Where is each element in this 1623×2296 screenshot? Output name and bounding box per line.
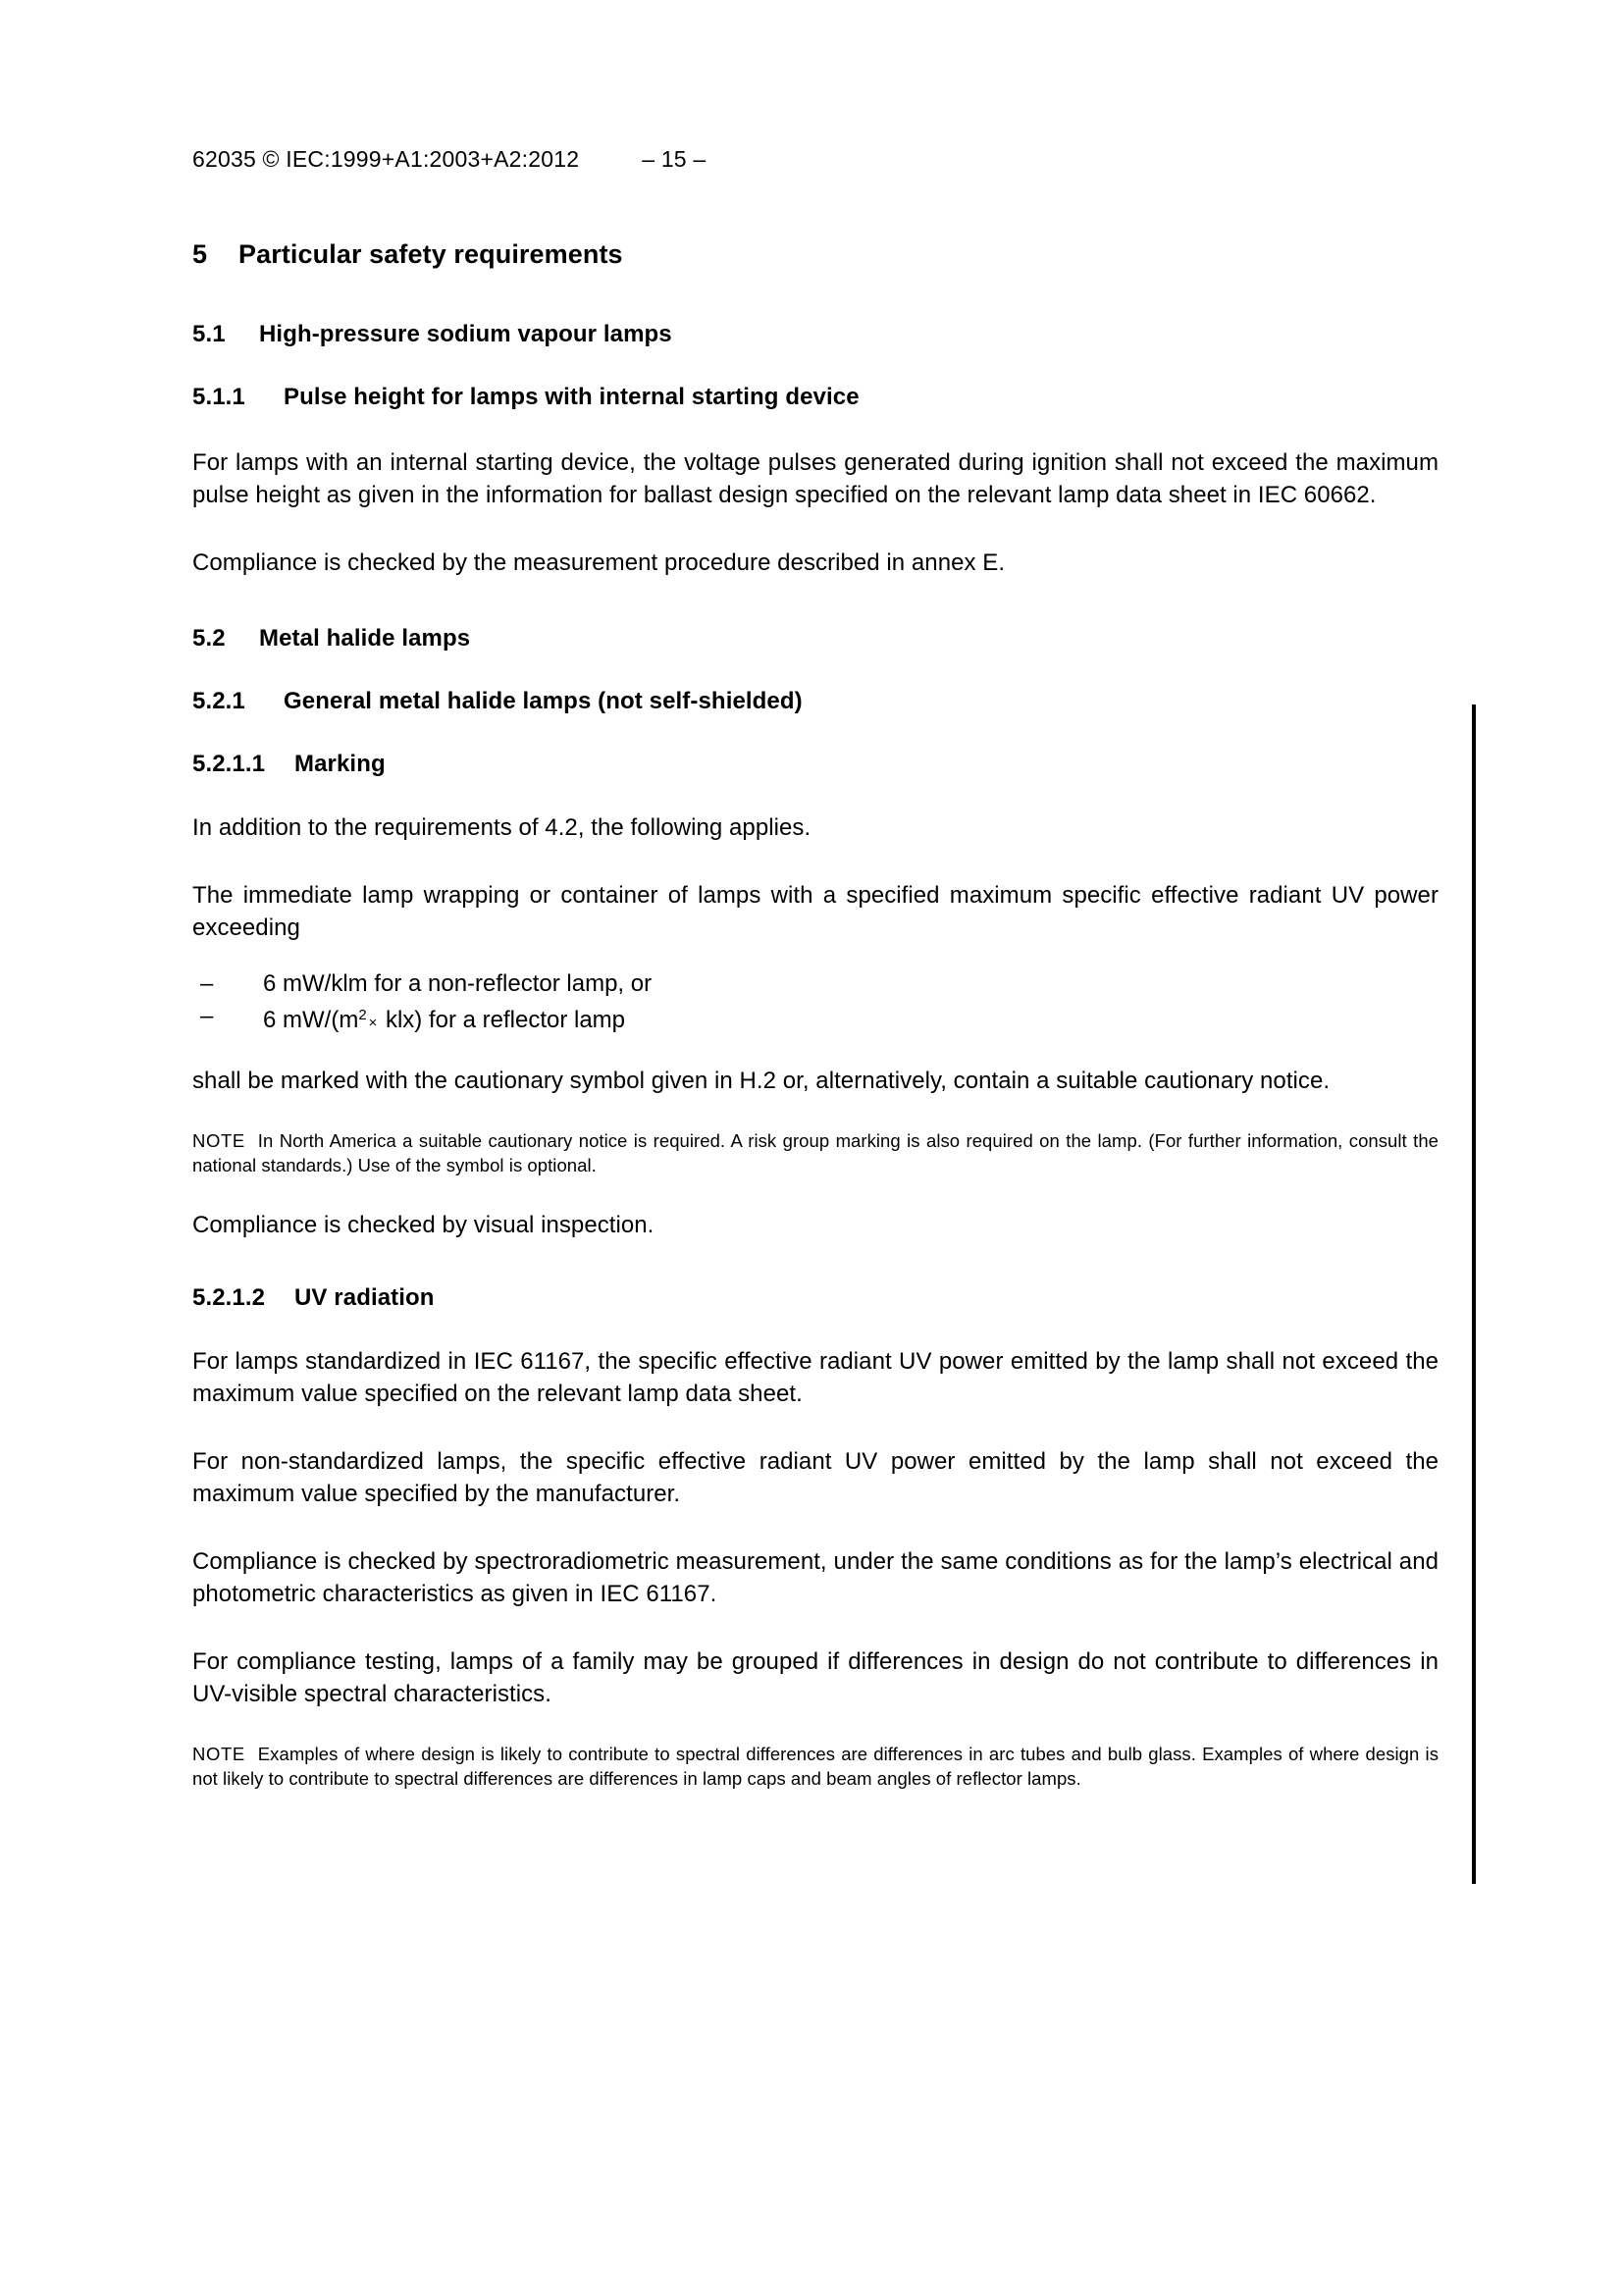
running-header xyxy=(192,145,1439,173)
list-item xyxy=(192,967,1439,1000)
clause-number-5-2-1-2: 5.2.1.2 xyxy=(192,1283,266,1311)
dash-bullet-icon: – xyxy=(200,970,214,997)
paragraph-5-2-1-1-compliance: Compliance is checked by visual inspection. xyxy=(192,1211,654,1238)
clause-title-5-2: Metal halide lamps xyxy=(259,625,471,652)
note-text: In North America a suitable cautionary notice is required. A risk group marking is also required on the lamp. (For further information, consult the national standards.) Use of the symbol is optional. xyxy=(192,1129,1439,1175)
clause-title-5-2-1-1: Marking xyxy=(294,751,386,777)
note-label: NOTE xyxy=(192,1743,245,1764)
list-item-text-prefix: 6 mW/(m xyxy=(263,1007,359,1034)
note-label: NOTE xyxy=(192,1129,245,1151)
clause-number-5-1-1: 5.1.1 xyxy=(192,384,245,410)
revision-change-bar xyxy=(1472,704,1476,1884)
clause-number-5-2-1-1: 5.2.1.1 xyxy=(192,751,266,777)
header-page-marker: – 15 – xyxy=(642,146,707,172)
clause-number-5: 5 xyxy=(192,239,208,269)
note-text: Examples of where design is likely to contribute to spectral differences are differences in arc tubes and bulb glass. Examples of where design is not likely to contribute to spectral differences are differences in lamp caps and beam angles of reflector lamps. xyxy=(192,1743,1439,1789)
clause-title-5-1-1: Pulse height for lamps with internal starting device xyxy=(284,384,860,410)
clause-title-5-2-1: General metal halide lamps (not self-shielded) xyxy=(284,688,803,714)
heading-clause-5-2-1-2 xyxy=(192,1284,1439,1312)
paragraph-5-1-1-1: For lamps with an internal starting device, the voltage pulses generated during ignition shall not exceed the maximum pulse height as given in the information for ballast design specified on the relevant lamp data sheet in IEC 60662. xyxy=(192,449,1439,508)
heading-clause-5-2-1 xyxy=(192,688,1439,715)
list-item xyxy=(192,1000,1439,1040)
text-column xyxy=(192,239,1439,1791)
heading-clause-5-1-1 xyxy=(192,384,1439,411)
paragraph-5-1-1-compliance: Compliance is checked by the measurement procedure described in annex E. xyxy=(192,549,1006,576)
note-5-2-1-1 xyxy=(192,1128,1439,1177)
paragraph-5-2-1-2-1: For lamps standardized in IEC 61167, the specific effective radiant UV power emitted by the lamp shall not exceed the maximum value specified on the relevant lamp data sheet. xyxy=(192,1347,1439,1407)
list-item-text-suffix: klx) for a reflector lamp xyxy=(379,1007,626,1034)
heading-clause-5-2 xyxy=(192,625,1439,652)
heading-clause-5-2-1-1 xyxy=(192,751,1439,778)
multiplication-sign-icon: × xyxy=(368,1015,378,1031)
superscript-two: 2 xyxy=(358,1008,367,1023)
paragraph-5-2-1-1-1: In addition to the requirements of 4.2, the following applies. xyxy=(192,814,812,841)
list-item-text: 6 mW/klm for a non-reflector lamp, or xyxy=(263,970,653,997)
uv-power-threshold-list xyxy=(192,967,1439,1040)
paragraph-5-2-1-1-2: The immediate lamp wrapping or container of lamps with a specified maximum specific effective radiant UV power exceeding xyxy=(192,882,1439,941)
heading-clause-5-1 xyxy=(192,321,1439,348)
clause-title-5: Particular safety requirements xyxy=(238,239,623,269)
paragraph-5-2-1-1-3: shall be marked with the cautionary symbol given in H.2 or, alternatively, contain a suitable cautionary notice. xyxy=(192,1067,1331,1094)
clause-title-5-1: High-pressure sodium vapour lamps xyxy=(259,321,672,347)
paragraph-5-2-1-2-4: For compliance testing, lamps of a family may be grouped if differences in design do not contribute to differences in UV-visible spectral characteristics. xyxy=(192,1647,1439,1707)
clause-title-5-2-1-2: UV radiation xyxy=(294,1283,435,1311)
paragraph-5-2-1-2-2: For non-standardized lamps, the specific effective radiant UV power emitted by the lamp shall not exceed the maximum value specified by the manufacturer. xyxy=(192,1447,1439,1507)
clause-number-5-2: 5.2 xyxy=(192,625,226,652)
dash-bullet-icon: – xyxy=(200,1003,214,1029)
clause-number-5-1: 5.1 xyxy=(192,321,226,347)
heading-clause-5 xyxy=(192,239,1439,270)
header-standard-reference: 62035 © IEC:1999+A1:2003+A2:2012 xyxy=(192,146,580,172)
clause-number-5-2-1: 5.2.1 xyxy=(192,688,245,714)
paragraph-5-2-1-2-3: Compliance is checked by spectroradiometric measurement, under the same conditions as for the lamp’s electrical and photometric characteristics as given in IEC 61167. xyxy=(192,1547,1439,1607)
note-5-2-1-2 xyxy=(192,1742,1439,1791)
